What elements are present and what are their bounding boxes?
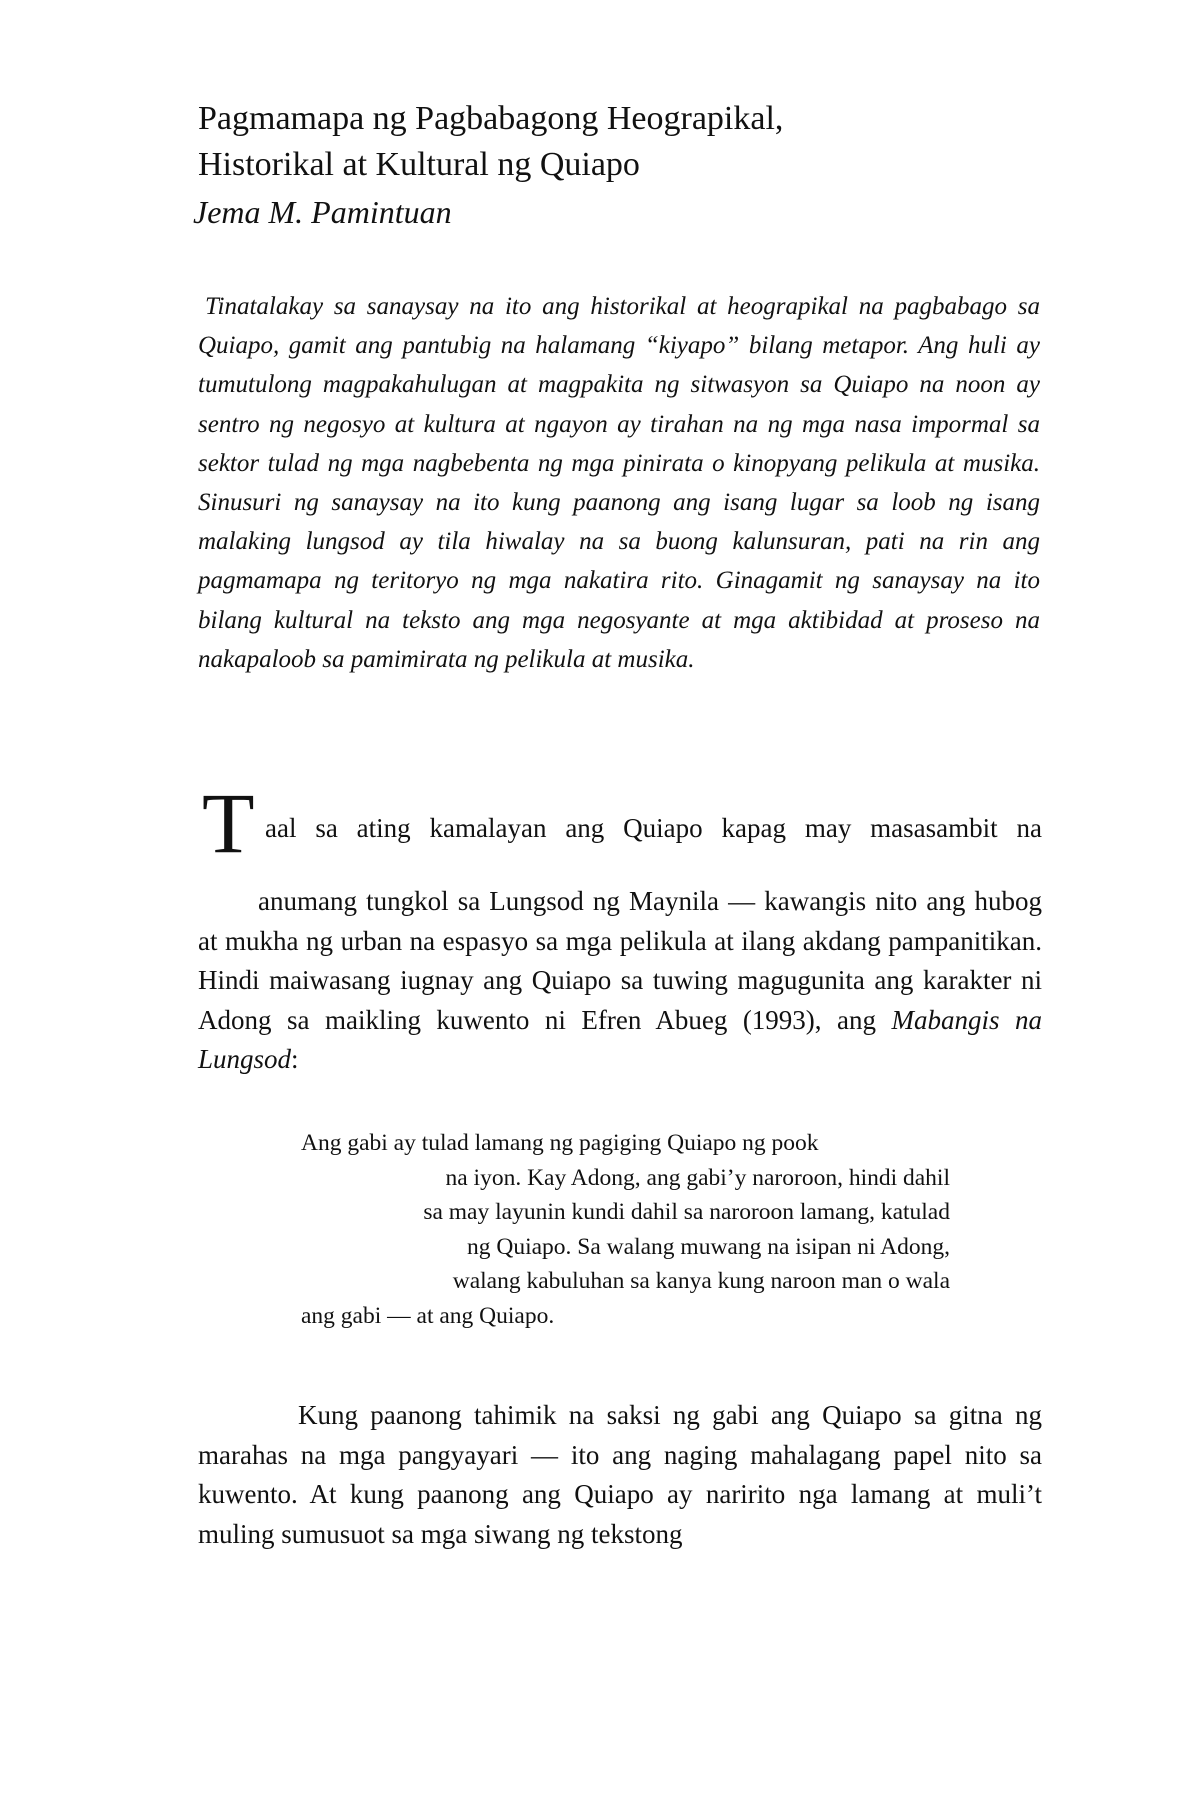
article-author: Jema M. Pamintuan	[193, 194, 452, 230]
body-first-line: aal sa ating kamalayan ang Quiapo kapag may masasambit na	[265, 813, 1042, 843]
body-paragraph-1-end: :	[291, 1044, 299, 1074]
quote-line: na iyon. Kay Adong, ang gabi’y naroroon, hindi dahil	[445, 1164, 950, 1191]
body-paragraph-2-text: Kung paanong tahimik na saksi ng gabi ang Quiapo sa gitna ng marahas na mga pangyayari — ito ang naging mahalagang papel nito sa kuwento. At kung paanong ang Quiapo ay naririto nga lamang at muli’t muling sumusuot sa mga siwang ng tekstong	[198, 1400, 1042, 1549]
cited-work-title: Mabangis na Lungsod	[198, 1004, 1043, 1074]
block-quote	[290, 1126, 950, 1333]
quote-line: sa may layunin kundi dahil sa naroroon lamang, katulad	[423, 1199, 950, 1225]
abstract: Tinatalakay sa sanaysay na ito ang historikal at heograpikal na pagbabago sa Quiapo, gamit ang pantubig na halamang “kiyapo” bilang metapor. Ang huli ay tumutulong magpakahulugan at magpakita ng sitwasyon sa Quiapo na noon ay sentro ng negosyo at kultura at ngayon ay tirahan na ng mga nasa impormal sa sektor tulad ng mga nagbebenta ng mga pinirata o kinopyang pelikula at musika. Sinusuri ng sanaysay na ito kung paanong ang isang lugar sa loob ng isang malaking lungsod ay tila hiwalay na sa buong kalunsuran, pati na rin ang pagmamapa ng teritoryo ng mga nakatira rito. Ginagamit ng sanaysay na ito bilang kultural na teksto ang mga negosyante at mga aktibidad at proseso na nakapaloob sa pamimirata ng pelikula at musika.	[198, 293, 1040, 673]
quote-line: ang gabi — at ang Quiapo.	[301, 1302, 555, 1329]
body-paragraph-1-text: anumang tungkol sa Lungsod ng Maynila — kawangis nito ang hubog at mukha ng urban na espasyo sa mga pelikula at ilang akdang pampanitikan. Hindi maiwasang iugnay ang Quiapo sa tuwing magugunita ang karakter ni Adong sa maikling kuwento ni Efren Abueg (1993), ang	[198, 886, 1042, 1035]
quote-line: ng Quiapo. Sa walang muwang na isipan ni Adong,	[467, 1233, 950, 1260]
quote-line: walang kabuluhan sa kanya kung naroon man o wala	[452, 1268, 950, 1294]
body-paragraph-1	[198, 882, 1042, 1080]
body-paragraph-2	[198, 1396, 1042, 1554]
quote-line: Ang gabi ay tulad lamang ng pagiging Quiapo ng pook	[301, 1130, 819, 1156]
article-title-line-2: Historikal at Kultural ng Quiapo	[198, 146, 640, 183]
drop-cap: T	[202, 775, 255, 871]
article-title-line-1: Pagmamapa ng Pagbabagong Heograpikal,	[198, 100, 784, 137]
